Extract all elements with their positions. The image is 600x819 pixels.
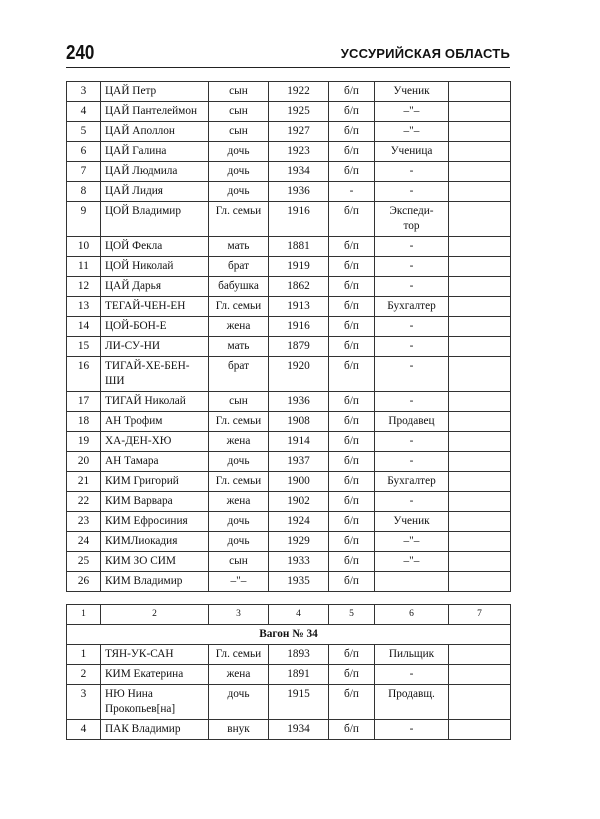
row-number-cell: 1 [67, 645, 101, 665]
party-status-cell: б/п [329, 720, 375, 740]
occupation-cell: - [375, 720, 449, 740]
party-status-cell: б/п [329, 142, 375, 162]
row-number-cell: 13 [67, 297, 101, 317]
row-number-cell: 16 [67, 357, 101, 392]
birth-year-cell: 1935 [269, 572, 329, 592]
person-name-cell: КИМ Григорий [101, 472, 209, 492]
table-row [67, 277, 511, 297]
person-name-cell: ТЕГАЙ-ЧЕН-ЕН [101, 297, 209, 317]
table-row [67, 552, 511, 572]
occupation-cell: Бухгалтер [375, 297, 449, 317]
person-name-cell: КИМ Ефросиния [101, 512, 209, 532]
extra-cell-cell [449, 512, 511, 532]
party-status-cell: б/п [329, 202, 375, 237]
extra-cell-cell [449, 102, 511, 122]
birth-year-cell: 1900 [269, 472, 329, 492]
row-number-cell: 4 [67, 720, 101, 740]
table-row [67, 472, 511, 492]
table-row [67, 142, 511, 162]
birth-year-cell: 1925 [269, 102, 329, 122]
birth-year-cell: 1924 [269, 512, 329, 532]
birth-year-cell: 1922 [269, 82, 329, 102]
table-row [67, 720, 511, 740]
table-row [67, 572, 511, 592]
table-row [67, 532, 511, 552]
occupation-cell: Продавщ. [375, 685, 449, 720]
table-row [67, 182, 511, 202]
birth-year-cell: 1916 [269, 202, 329, 237]
party-status-cell: б/п [329, 512, 375, 532]
row-number-cell: 9 [67, 202, 101, 237]
table-row [67, 357, 511, 392]
occupation-cell: - [375, 432, 449, 452]
row-number-cell: 11 [67, 257, 101, 277]
birth-year-cell: 1920 [269, 357, 329, 392]
table-row [67, 492, 511, 512]
person-name-cell: ЦОЙ Фекла [101, 237, 209, 257]
occupation-cell: - [375, 182, 449, 202]
row-number-cell: 8 [67, 182, 101, 202]
occupation-cell: Продавец [375, 412, 449, 432]
person-name-cell: ЦАЙ Лидия [101, 182, 209, 202]
extra-cell-cell [449, 392, 511, 412]
party-status-cell: б/п [329, 552, 375, 572]
party-status-cell: б/п [329, 82, 375, 102]
birth-year-cell: 1891 [269, 665, 329, 685]
occupation-cell: Экспеди- тор [375, 202, 449, 237]
birth-year-cell: 1915 [269, 685, 329, 720]
person-name-cell: АН Трофим [101, 412, 209, 432]
person-name-cell: ТИГАЙ-ХЕ-БЕН- ШИ [101, 357, 209, 392]
occupation-cell: - [375, 257, 449, 277]
relation-cell: сын [209, 82, 269, 102]
column-number: 3 [209, 605, 269, 625]
birth-year-cell: 1916 [269, 317, 329, 337]
birth-year-cell: 1929 [269, 532, 329, 552]
party-status-cell: б/п [329, 492, 375, 512]
occupation-cell: –"– [375, 102, 449, 122]
row-number-cell: 22 [67, 492, 101, 512]
person-name-cell: КИМ Екатерина [101, 665, 209, 685]
birth-year-cell: 1934 [269, 162, 329, 182]
row-number-cell: 4 [67, 102, 101, 122]
extra-cell-cell [449, 82, 511, 102]
table-row [67, 452, 511, 472]
table-row [67, 392, 511, 412]
person-name-cell: ЦАЙ Людмила [101, 162, 209, 182]
party-status-cell: б/п [329, 257, 375, 277]
table-row [67, 337, 511, 357]
table-row [67, 257, 511, 277]
person-name-cell: ТИГАЙ Николай [101, 392, 209, 412]
row-number-cell: 17 [67, 392, 101, 412]
table-row [67, 432, 511, 452]
table-row [67, 102, 511, 122]
birth-year-cell: 1914 [269, 432, 329, 452]
birth-year-cell: 1936 [269, 392, 329, 412]
row-number-cell: 5 [67, 122, 101, 142]
relation-cell: Гл. семьи [209, 645, 269, 665]
extra-cell-cell [449, 317, 511, 337]
person-name-cell: ЦАЙ Пантелеймон [101, 102, 209, 122]
column-number: 5 [329, 605, 375, 625]
extra-cell-cell [449, 237, 511, 257]
birth-year-cell: 1923 [269, 142, 329, 162]
extra-cell-cell [449, 202, 511, 237]
table-row [67, 82, 511, 102]
table-row [67, 297, 511, 317]
relation-cell: брат [209, 257, 269, 277]
party-status-cell: б/п [329, 532, 375, 552]
relation-cell: бабушка [209, 277, 269, 297]
column-number: 6 [375, 605, 449, 625]
party-status-cell: б/п [329, 237, 375, 257]
running-head: УССУРИЙСКАЯ ОБЛАСТЬ [340, 46, 510, 61]
row-number-cell: 23 [67, 512, 101, 532]
table-row [67, 412, 511, 432]
column-number: 2 [101, 605, 209, 625]
relation-cell: мать [209, 237, 269, 257]
column-number-row [67, 605, 511, 625]
birth-year-cell: 1927 [269, 122, 329, 142]
extra-cell-cell [449, 552, 511, 572]
person-name-cell: ЦАЙ Петр [101, 82, 209, 102]
person-name-cell: НЮ Нина Прокопьев[на] [101, 685, 209, 720]
birth-year-cell: 1862 [269, 277, 329, 297]
relation-cell: дочь [209, 685, 269, 720]
extra-cell-cell [449, 277, 511, 297]
person-name-cell: ЦАЙ Дарья [101, 277, 209, 297]
extra-cell-cell [449, 452, 511, 472]
relation-cell: жена [209, 492, 269, 512]
relation-cell: Гл. семьи [209, 412, 269, 432]
relation-cell: Гл. семьи [209, 472, 269, 492]
relation-cell: Гл. семьи [209, 297, 269, 317]
row-number-cell: 26 [67, 572, 101, 592]
table-row [67, 202, 511, 237]
occupation-cell: Бухгалтер [375, 472, 449, 492]
person-name-cell: КИМЛиокадия [101, 532, 209, 552]
relation-cell: дочь [209, 452, 269, 472]
occupation-cell: - [375, 492, 449, 512]
table-row [67, 122, 511, 142]
relation-cell: сын [209, 392, 269, 412]
relation-cell: дочь [209, 532, 269, 552]
relation-cell: дочь [209, 512, 269, 532]
party-status-cell: б/п [329, 122, 375, 142]
person-name-cell: КИМ Варвара [101, 492, 209, 512]
birth-year-cell: 1881 [269, 237, 329, 257]
row-number-cell: 18 [67, 412, 101, 432]
extra-cell-cell [449, 472, 511, 492]
party-status-cell: б/п [329, 412, 375, 432]
birth-year-cell: 1933 [269, 552, 329, 572]
row-number-cell: 20 [67, 452, 101, 472]
row-number-cell: 24 [67, 532, 101, 552]
relation-cell: –"– [209, 572, 269, 592]
extra-cell-cell [449, 432, 511, 452]
row-number-cell: 14 [67, 317, 101, 337]
extra-cell-cell [449, 645, 511, 665]
table-two-body [67, 645, 511, 740]
table-row [67, 162, 511, 182]
row-number-cell: 3 [67, 685, 101, 720]
occupation-cell: –"– [375, 552, 449, 572]
occupation-cell: Ученик [375, 512, 449, 532]
extra-cell-cell [449, 532, 511, 552]
row-number-cell: 10 [67, 237, 101, 257]
row-number-cell: 25 [67, 552, 101, 572]
person-name-cell: ПАК Владимир [101, 720, 209, 740]
person-name-cell: ЦОЙ Владимир [101, 202, 209, 237]
extra-cell-cell [449, 142, 511, 162]
occupation-cell: - [375, 452, 449, 472]
extra-cell-cell [449, 492, 511, 512]
party-status-cell: б/п [329, 432, 375, 452]
relation-cell: жена [209, 317, 269, 337]
person-name-cell: ЦОЙ-БОН-Е [101, 317, 209, 337]
row-number-cell: 12 [67, 277, 101, 297]
occupation-cell: - [375, 317, 449, 337]
birth-year-cell: 1934 [269, 720, 329, 740]
occupation-cell: - [375, 357, 449, 392]
wagon-row [67, 625, 511, 645]
occupation-cell: - [375, 237, 449, 257]
relation-cell: дочь [209, 142, 269, 162]
person-name-cell: АН Тамара [101, 452, 209, 472]
extra-cell-cell [449, 162, 511, 182]
occupation-cell [375, 572, 449, 592]
person-name-cell: ТЯН-УК-САН [101, 645, 209, 665]
person-name-cell: ЛИ-СУ-НИ [101, 337, 209, 357]
wagon-title: Вагон № 34 [67, 625, 511, 645]
occupation-cell: Ученик [375, 82, 449, 102]
party-status-cell: б/п [329, 392, 375, 412]
relation-cell: сын [209, 552, 269, 572]
table-one [66, 81, 511, 592]
relation-cell: дочь [209, 162, 269, 182]
party-status-cell: б/п [329, 277, 375, 297]
person-name-cell: ЦАЙ Аполлон [101, 122, 209, 142]
column-number: 4 [269, 605, 329, 625]
extra-cell-cell [449, 665, 511, 685]
birth-year-cell: 1879 [269, 337, 329, 357]
relation-cell: жена [209, 665, 269, 685]
party-status-cell: - [329, 182, 375, 202]
party-status-cell: б/п [329, 357, 375, 392]
extra-cell-cell [449, 257, 511, 277]
relation-cell: брат [209, 357, 269, 392]
extra-cell-cell [449, 297, 511, 317]
relation-cell: мать [209, 337, 269, 357]
party-status-cell: б/п [329, 337, 375, 357]
birth-year-cell: 1902 [269, 492, 329, 512]
table-row [67, 317, 511, 337]
table-row [67, 237, 511, 257]
header-rule [66, 67, 510, 68]
row-number-cell: 6 [67, 142, 101, 162]
row-number-cell: 21 [67, 472, 101, 492]
table-row [67, 665, 511, 685]
party-status-cell: б/п [329, 665, 375, 685]
table-two [66, 604, 511, 740]
birth-year-cell: 1908 [269, 412, 329, 432]
party-status-cell: б/п [329, 472, 375, 492]
party-status-cell: б/п [329, 317, 375, 337]
person-name-cell: КИМ Владимир [101, 572, 209, 592]
party-status-cell: б/п [329, 162, 375, 182]
birth-year-cell: 1913 [269, 297, 329, 317]
person-name-cell: ЦАЙ Галина [101, 142, 209, 162]
party-status-cell: б/п [329, 572, 375, 592]
party-status-cell: б/п [329, 452, 375, 472]
relation-cell: жена [209, 432, 269, 452]
extra-cell-cell [449, 685, 511, 720]
relation-cell: внук [209, 720, 269, 740]
person-name-cell: ХА-ДЕН-ХЮ [101, 432, 209, 452]
occupation-cell: Пильщик [375, 645, 449, 665]
relation-cell: дочь [209, 182, 269, 202]
column-number: 1 [67, 605, 101, 625]
party-status-cell: б/п [329, 685, 375, 720]
extra-cell-cell [449, 182, 511, 202]
column-number: 7 [449, 605, 511, 625]
extra-cell-cell [449, 412, 511, 432]
table-row [67, 512, 511, 532]
occupation-cell: - [375, 665, 449, 685]
person-name-cell: КИМ ЗО СИМ [101, 552, 209, 572]
party-status-cell: б/п [329, 297, 375, 317]
extra-cell-cell [449, 122, 511, 142]
occupation-cell: - [375, 277, 449, 297]
extra-cell-cell [449, 357, 511, 392]
relation-cell: Гл. семьи [209, 202, 269, 237]
extra-cell-cell [449, 337, 511, 357]
occupation-cell: - [375, 162, 449, 182]
birth-year-cell: 1893 [269, 645, 329, 665]
row-number-cell: 2 [67, 665, 101, 685]
table-row [67, 645, 511, 665]
relation-cell: сын [209, 122, 269, 142]
person-name-cell: ЦОЙ Николай [101, 257, 209, 277]
occupation-cell: –"– [375, 532, 449, 552]
occupation-cell: - [375, 392, 449, 412]
row-number-cell: 3 [67, 82, 101, 102]
party-status-cell: б/п [329, 102, 375, 122]
birth-year-cell: 1936 [269, 182, 329, 202]
occupation-cell: Ученица [375, 142, 449, 162]
relation-cell: сын [209, 102, 269, 122]
extra-cell-cell [449, 720, 511, 740]
birth-year-cell: 1919 [269, 257, 329, 277]
occupation-cell: - [375, 337, 449, 357]
table-one-body [67, 82, 511, 592]
row-number-cell: 19 [67, 432, 101, 452]
row-number-cell: 7 [67, 162, 101, 182]
birth-year-cell: 1937 [269, 452, 329, 472]
party-status-cell: б/п [329, 645, 375, 665]
page-number: 240 [66, 42, 95, 64]
table-row [67, 685, 511, 720]
occupation-cell: –"– [375, 122, 449, 142]
extra-cell-cell [449, 572, 511, 592]
row-number-cell: 15 [67, 337, 101, 357]
